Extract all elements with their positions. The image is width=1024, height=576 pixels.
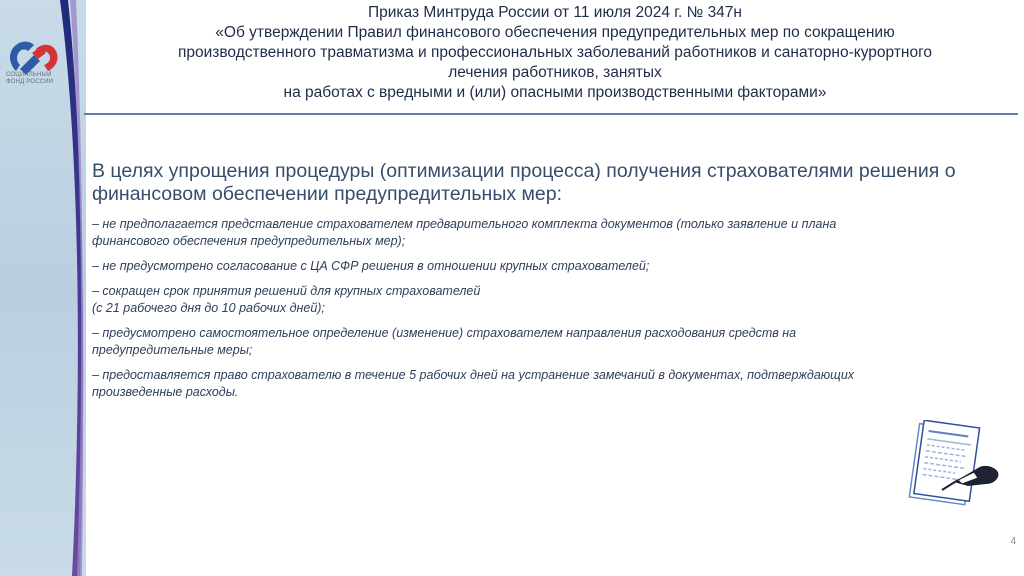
logo-text-line-1: СОЦИАЛЬНЫЙ	[6, 72, 52, 78]
content-heading: В целях упрощения процедуры (оптимизации процесса) получения страхователями решения о финансовом обеспечении предупредительных мер:	[92, 160, 956, 205]
title-divider	[84, 113, 1018, 115]
title-line-4: лечения работников, занятых	[448, 64, 662, 81]
title-line-3: производственного травматизма и профессиональных заболеваний работников и санаторно-курортного	[177, 44, 933, 61]
page-number: 4	[1010, 536, 1016, 547]
bullet-line: – предоставляется право страхователю в течение 5 рабочих дней на устранение замечаний в документах, подтверждающих	[92, 368, 855, 382]
bullet-line: – не предусмотрено согласование с ЦА СФР решения в отношении крупных страхователей;	[92, 259, 650, 273]
slide-title	[90, 3, 1020, 103]
bullet-item	[92, 258, 992, 275]
bullet-line: – сокращен срок принятия решений для крупных страхователей	[92, 284, 481, 298]
title-line-5: на работах с вредными и (или) опасными производственными факторами»	[283, 84, 827, 101]
document-signing-icon	[898, 420, 1002, 512]
logo-text-line-2: ФОНД РОССИИ	[6, 79, 54, 85]
logo-text	[6, 72, 66, 86]
title-line-2: «Об утверждении Правил финансового обеспечения предупредительных мер по сокращению	[215, 24, 895, 41]
bullet-line: предупредительные меры;	[92, 343, 253, 357]
bullet-line: произведенные расходы.	[92, 385, 239, 399]
title-line-1: Приказ Минтруда России от 11 июля 2024 г. № 347н	[368, 4, 742, 21]
bullet-line: финансового обеспечения предупредительных мер);	[92, 234, 406, 248]
bullet-line: (с 21 рабочего дня до 10 рабочих дней);	[92, 301, 325, 315]
bullet-item	[92, 367, 992, 401]
bullet-item	[92, 216, 992, 250]
bullet-list	[92, 216, 992, 409]
bullet-line: – не предполагается представление страхователем предварительного комплекта документов (только заявление и плана	[92, 217, 837, 231]
sidebar	[0, 0, 86, 576]
bullet-item	[92, 283, 992, 317]
bullet-item	[92, 325, 992, 359]
bullet-line: – предусмотрено самостоятельное определение (изменение) страхователем направления расходования средств на	[92, 326, 797, 340]
